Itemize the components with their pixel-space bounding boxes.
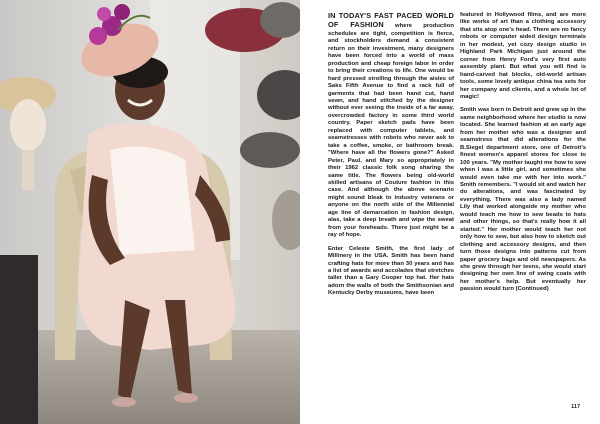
article-paragraph: Enter Celeste Smith, the first lady of Millinery in the USA. Smith has been hand crafting hats for more than 30 years and has a list of awards and accolades that stretches taller than a Gary Cooper top hat. Her hats adorn the walls of both the Smithsonian and Kentucky Derby museums, have been (328, 245, 454, 297)
page-number: 117 (571, 404, 580, 410)
article-paragraph: Smith was born in Detroit and grew up in the same neighborhood where her studio is now located. She learned fashion at an early age from her mother who was a designer and seamstress that did alterations for the B.Siegel department store, one of Detroit's finest women's apparel stores for close to 100 years. "My mother taught me how to sew when I was a little girl, and sometimes she would even take me with her into work." Smith remembers. "I would sit and watch her do alterations, and was fascinated by everything. There was also a lady named Lily that worked alongside my mother who would teach me how to sew beads to hats and other things, so that's really how it all started." Her mother would teach her not only how to sew, but also how to sketch out clothing and accessory designs, and then turn those designs into patterns cut from paper grocery bags and old newspapers. As she grew through her teens, she would start designing her own line of swing coats with her mother's help. But eventually her passion would turn (Continued) (460, 107, 586, 293)
article-paragraph: featured in Hollywood films, and are more like works of art than a clothing accessory that sits atop one's head. There are no fancy robots or computer aided design terminals in her modest, yet cozy design studio in Highland Park Michigan just around the corner from Henry Ford's very first auto assembly plant. But what you will find is hand-carved hat blocks, old-world artisan tools, some lovely antique china tea sets for her company and clients, and a whole lot of magic! (460, 12, 586, 100)
article-page (300, 0, 600, 424)
article-column-right (460, 12, 586, 300)
article-lead: IN TODAY'S FAST PACED WORLD OF FASHION (328, 11, 454, 30)
article-paragraph: where production schedules are tight, competition is fierce, and stockholders demand a consistent return on their investment, many designers have been forced into a world of mass production and cheap foreign labor in order to bring their creations to life. One would be hard pressed strolling through the aisles of Saks Fifth Avenue to find a rack full of garments that had been hand cut, hand sewn, and hand stitched by the designer without ever seeing the inside of a far away, overcrowded factory in some third world country. Paper sketch pads have been replaced with computer tablets, and seamstresses with robots who never ask to take a coffee, smoke, or bathroom break. "Where have all the flowers gone?" Asked Peter, Paul, and Mary so appropriately in their 1962 classic folk song sharing the same title. The flowers being old-world skilled artisans of Couture fashion in this case. And although the above scenario might sound bleak to industry veterans or anyone on the north side of the Millennial age line of demarcation in fashion design, alas, take a deep breath and wipe the sweat from your foreheads. There just might be a ray of hope. (328, 23, 455, 239)
article-column-left (328, 12, 454, 304)
